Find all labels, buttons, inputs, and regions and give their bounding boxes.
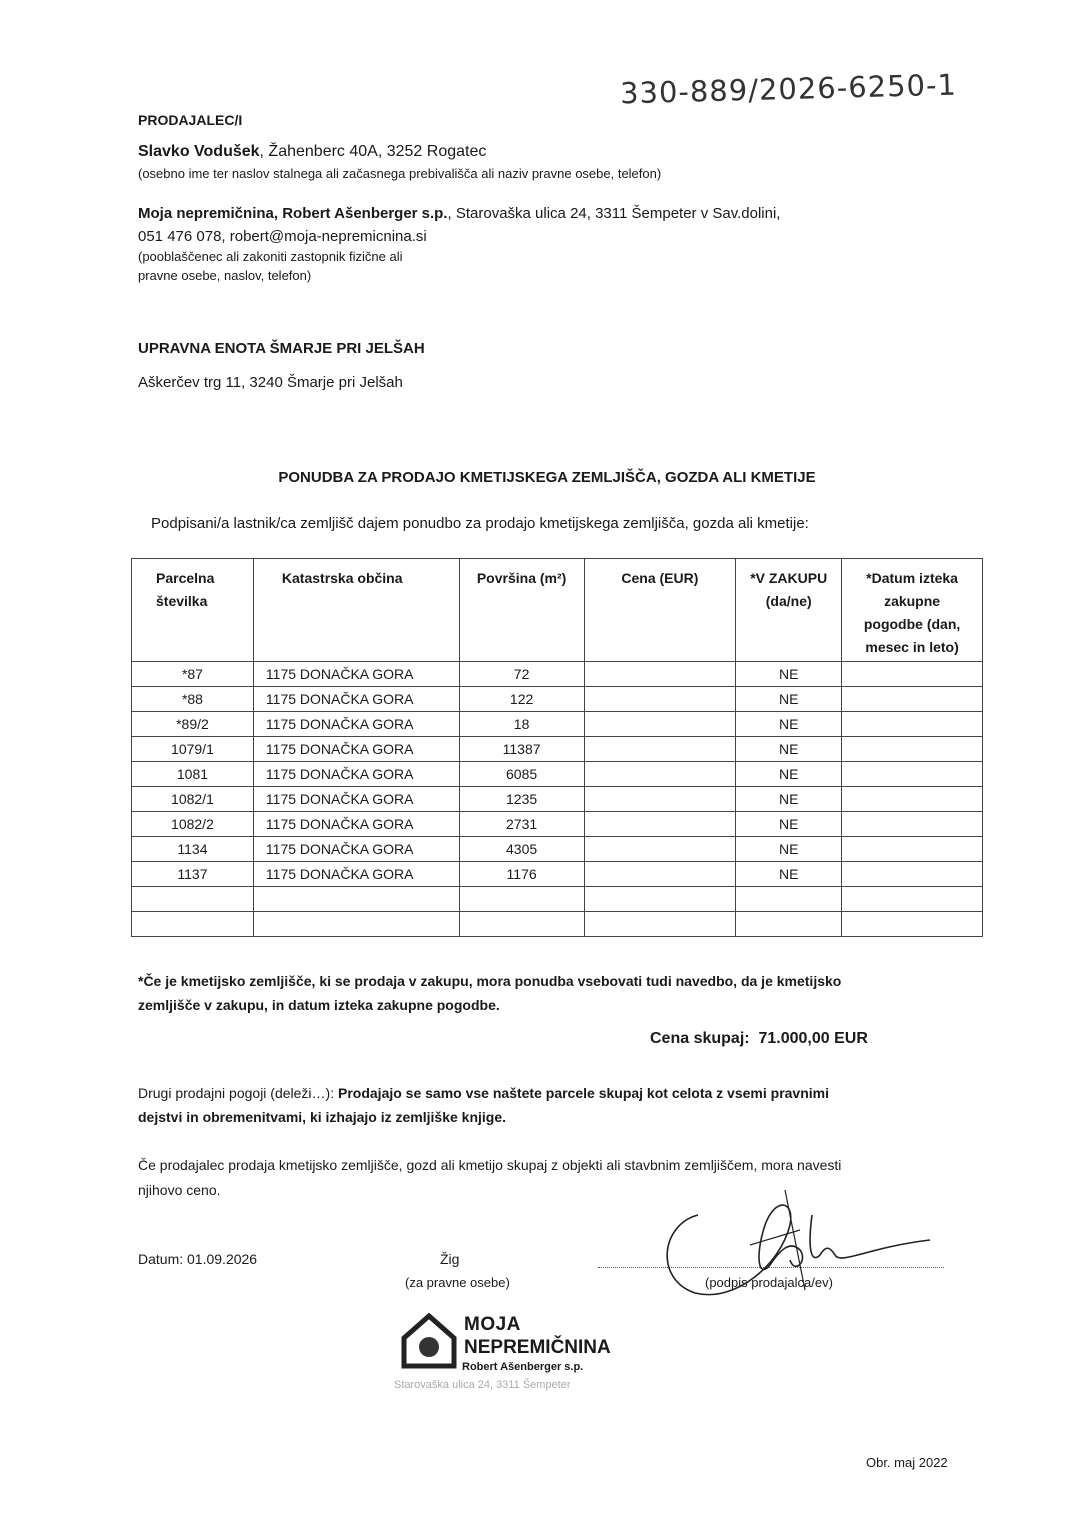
cell-cadastral: 1175 DONAČKA GORA (253, 787, 459, 812)
cell-expiry (842, 762, 983, 787)
lease-note-2: zemljišče v zakupu, in datum izteka zakupne pogodbe. (138, 997, 500, 1013)
cell-leased: NE (736, 737, 842, 762)
cell-leased: NE (736, 662, 842, 687)
cell-cadastral (253, 912, 459, 937)
table-row (132, 662, 983, 687)
cell-parcel: *87 (132, 662, 254, 687)
table-row (132, 787, 983, 812)
document-title: PONUDBA ZA PRODAJO KMETIJSKEGA ZEMLJIŠČA, GOZDA ALI KMETIJE (278, 469, 816, 486)
cell-area: 2731 (459, 812, 584, 837)
header-leased-line1: *V ZAKUPU (750, 570, 828, 586)
table-row (132, 712, 983, 737)
cell-parcel: *89/2 (132, 712, 254, 737)
header-expiry-line4: mesec in leto) (865, 639, 959, 655)
cell-cadastral: 1175 DONAČKA GORA (253, 712, 459, 737)
cell-cadastral: 1175 DONAČKA GORA (253, 862, 459, 887)
seller-address: , Žahenberc 40A, 3252 Rogatec (259, 143, 487, 160)
cell-cadastral: 1175 DONAČKA GORA (253, 737, 459, 762)
table-row (132, 812, 983, 837)
conditions-label: Drugi prodajni pogoji (deleži…): (138, 1085, 335, 1101)
cell-price (584, 787, 736, 812)
form-version: Obr. maj 2022 (866, 1455, 948, 1470)
cell-price (584, 737, 736, 762)
cell-parcel (132, 912, 254, 937)
cell-parcel: 1081 (132, 762, 254, 787)
company-logo (394, 1310, 640, 1400)
cell-area: 1176 (459, 862, 584, 887)
table-row (132, 737, 983, 762)
conditions-text-1: Prodajajo se samo vse naštete parcele skupaj kot celota z vsemi pravnimi (338, 1085, 829, 1101)
conditions-line-1 (138, 1085, 829, 1101)
cell-cadastral: 1175 DONAČKA GORA (253, 762, 459, 787)
cell-parcel (132, 887, 254, 912)
cell-area: 11387 (459, 737, 584, 762)
cell-cadastral: 1175 DONAČKA GORA (253, 687, 459, 712)
cell-cadastral: 1175 DONAČKA GORA (253, 837, 459, 862)
seller-note: (osebno ime ter naslov stalnega ali začasnega prebivališča ali naziv pravne osebe, telefon) (138, 166, 662, 181)
cell-leased: NE (736, 762, 842, 787)
authority-name: UPRAVNA ENOTA ŠMARJE PRI JELŠAH (138, 340, 425, 357)
agent-note-1: (pooblaščenec ali zakoniti zastopnik fizične ali (138, 249, 403, 264)
cell-leased (736, 887, 842, 912)
cell-area: 18 (459, 712, 584, 737)
cell-expiry (842, 662, 983, 687)
table-row (132, 762, 983, 787)
header-expiry (842, 559, 983, 662)
date-line (138, 1251, 257, 1267)
cell-leased: NE (736, 862, 842, 887)
cell-parcel: 1134 (132, 837, 254, 862)
cell-parcel: 1082/2 (132, 812, 254, 837)
cell-cadastral (253, 887, 459, 912)
cell-expiry (842, 912, 983, 937)
cell-cadastral: 1175 DONAČKA GORA (253, 812, 459, 837)
cell-expiry (842, 812, 983, 837)
signature-note: (podpis prodajalca/ev) (705, 1275, 833, 1290)
header-expiry-line2: zakupne (884, 593, 941, 609)
date-label: Datum: (138, 1251, 184, 1267)
house-icon (400, 1312, 458, 1370)
lease-note-1: *Če je kmetijsko zemljišče, ki se prodaja v zakupu, mora ponudba vsebovati tudi navedbo, da je kmetijsko (138, 973, 842, 989)
cell-leased (736, 912, 842, 937)
seller-line (138, 143, 486, 161)
total-price (650, 1030, 868, 1048)
cell-price (584, 662, 736, 687)
table-row (132, 912, 983, 937)
cell-price (584, 912, 736, 937)
cell-leased: NE (736, 687, 842, 712)
logo-line1: MOJA (464, 1314, 521, 1335)
cell-leased: NE (736, 837, 842, 862)
cell-price (584, 762, 736, 787)
header-leased-line2: (da/ne) (765, 593, 812, 609)
cell-expiry (842, 862, 983, 887)
logo-line2: NEPREMIČNINA (464, 1337, 611, 1358)
header-leased (736, 559, 842, 662)
cell-leased: NE (736, 787, 842, 812)
cell-price (584, 837, 736, 862)
stamp-note: (za pravne osebe) (405, 1275, 510, 1290)
intro-text: Podpisani/a lastnik/ca zemljišč dajem ponudbo za prodajo kmetijskega zemljišča, gozda ali kmetije: (151, 515, 809, 532)
parcels-table (131, 558, 983, 937)
header-expiry-line1: *Datum izteka (866, 570, 958, 586)
cell-expiry (842, 887, 983, 912)
table-row (132, 862, 983, 887)
agent-contact: 051 476 078, robert@moja-nepremicnina.si (138, 228, 427, 245)
agent-address: , Starovaška ulica 24, 3311 Šempeter v Sav.dolini, (447, 205, 781, 222)
cell-cadastral: 1175 DONAČKA GORA (253, 662, 459, 687)
header-cadastral: Katastrska občina (253, 559, 459, 662)
table-header-row (132, 559, 983, 662)
cell-price (584, 862, 736, 887)
cell-area: 122 (459, 687, 584, 712)
authority-address: Aškerčev trg 11, 3240 Šmarje pri Jelšah (138, 374, 403, 391)
header-parcel-line1: Parcelna (156, 570, 215, 586)
cell-parcel: *88 (132, 687, 254, 712)
cell-area: 1235 (459, 787, 584, 812)
header-parcel-line2: številka (156, 593, 208, 609)
agent-name: Moja nepremičnina, Robert Ašenberger s.p. (138, 205, 448, 222)
cell-parcel: 1082/1 (132, 787, 254, 812)
header-expiry-line3: pogodbe (dan, (863, 616, 961, 632)
cell-expiry (842, 687, 983, 712)
cell-price (584, 887, 736, 912)
header-area: Površina (m²) (459, 559, 584, 662)
cell-expiry (842, 737, 983, 762)
cell-price (584, 812, 736, 837)
cell-area: 6085 (459, 762, 584, 787)
cell-expiry (842, 837, 983, 862)
cell-parcel: 1079/1 (132, 737, 254, 762)
cell-leased: NE (736, 712, 842, 737)
seller-heading: PRODAJALEC/I (138, 112, 243, 128)
reference-number: 330-889/2026-6250-1 (619, 67, 958, 111)
cell-price (584, 712, 736, 737)
cell-expiry (842, 787, 983, 812)
date-value: 01.09.2026 (187, 1251, 258, 1267)
cell-parcel: 1137 (132, 862, 254, 887)
table-row (132, 837, 983, 862)
total-label: Cena skupaj: (650, 1030, 750, 1047)
cell-area (459, 887, 584, 912)
seller-name: Slavko Vodušek (138, 143, 260, 160)
cell-area (459, 912, 584, 937)
cell-area: 4305 (459, 837, 584, 862)
table-row (132, 687, 983, 712)
cell-expiry (842, 712, 983, 737)
table-row (132, 887, 983, 912)
total-value: 71.000,00 EUR (758, 1030, 868, 1047)
logo-address: Starovaška ulica 24, 3311 Šempeter (394, 1379, 571, 1391)
logo-owner: Robert Ašenberger s.p. (462, 1361, 584, 1373)
cell-area: 72 (459, 662, 584, 687)
stamp-label: Žig (440, 1251, 460, 1267)
cell-price (584, 687, 736, 712)
buildings-note-2: njihovo ceno. (138, 1182, 221, 1198)
cell-leased: NE (736, 812, 842, 837)
header-price: Cena (EUR) (584, 559, 736, 662)
conditions-text-2: dejstvi in obremenitvami, ki izhajajo iz zemljiške knjige. (138, 1109, 507, 1125)
agent-note-2: pravne osebe, naslov, telefon) (138, 268, 312, 283)
buildings-note-1: Če prodajalec prodaja kmetijsko zemljišče, gozd ali kmetijo skupaj z objekti ali stavbnim zemljiščem, mora navesti (138, 1157, 842, 1173)
agent-line (138, 205, 780, 222)
header-parcel (132, 559, 254, 662)
